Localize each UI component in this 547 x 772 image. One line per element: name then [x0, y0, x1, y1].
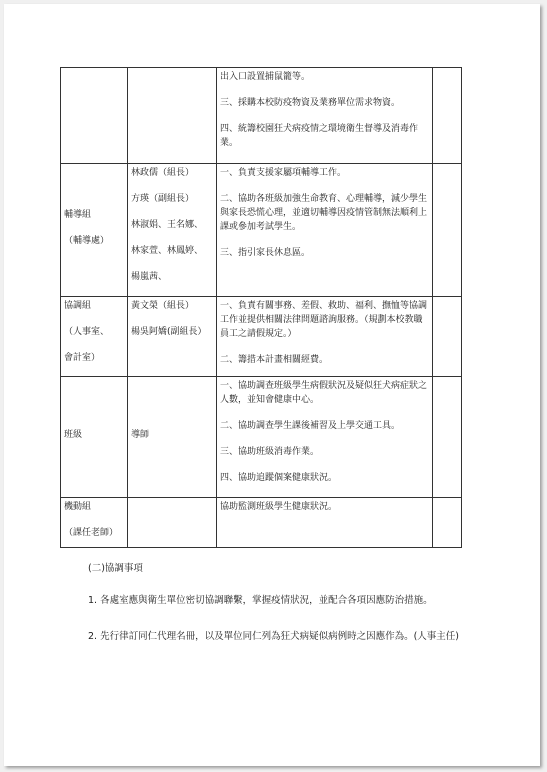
unit-name: （輔導處）	[64, 236, 110, 246]
unit-cell	[61, 68, 128, 164]
member-name: 方瑛（副組長）	[131, 194, 195, 204]
tasks-cell	[217, 498, 433, 548]
task-item: 四、協助追蹤個案健康狀況。	[220, 473, 338, 483]
remark-cell	[433, 164, 462, 297]
task-item: 協助監測班級學生健康狀況。	[220, 502, 338, 512]
unit-cell	[61, 498, 128, 548]
unit-name: 協調組	[64, 301, 92, 311]
table-row	[61, 498, 462, 548]
remark-cell	[433, 297, 462, 377]
table-row	[61, 68, 462, 164]
paragraph-item: 2. 先行律訂同仁代理名冊，以及單位同仁列為狂犬病疑似病例時之因應作為。(人事主任)	[88, 631, 459, 642]
task-item: 二、協助各班級加強生命教育、心理輔導，減少學生與家長恐慌心理，並適切輔導因疫情管制無法順利上課或參加考試學生。	[220, 194, 428, 232]
tasks-cell	[217, 68, 433, 164]
unit-name: 輔導組	[64, 210, 92, 220]
task-item: 一、協助調查班級學生病假狀況及疑似狂犬病症狀之人數，並知會健康中心。	[220, 381, 428, 405]
unit-name: （課任老師）	[64, 528, 119, 538]
document-page	[4, 4, 540, 766]
task-item: 三、協助班級消毒作業。	[220, 447, 320, 457]
table-row	[61, 297, 462, 377]
task-item: 二、協助調查學生課後補習及上學交通工具。	[220, 421, 401, 431]
member-name: 林淑娟、王名娜、	[131, 220, 204, 230]
task-table	[60, 67, 462, 548]
members-cell	[128, 377, 217, 498]
remark-cell	[433, 68, 462, 164]
members-cell	[128, 498, 217, 548]
member-name: 林家萱、林鳳婷、	[131, 246, 204, 256]
table-row	[61, 377, 462, 498]
member-name: 黃文榮（組長）	[131, 301, 195, 311]
task-item: 三、採購本校防疫物資及業務單位需求物資。	[220, 98, 401, 108]
unit-cell	[61, 297, 128, 377]
task-item: 一、負責有關事務、差假、救助、福利、撫恤等協調工作並提供相關法律問題諮詢服務。（規劃本校教職員工之請假規定。）	[220, 301, 428, 339]
tasks-cell	[217, 297, 433, 377]
remark-cell	[433, 377, 462, 498]
remark-cell	[433, 498, 462, 548]
unit-name: 班級	[64, 430, 83, 440]
task-item: 三、指引家長休息區。	[220, 248, 311, 258]
unit-name: （人事室、	[64, 327, 110, 337]
members-cell	[128, 297, 217, 377]
unit-cell	[61, 164, 128, 297]
task-item: 一、負責支援家屬項輔導工作。	[220, 168, 347, 178]
member-name: 林政儒（組長）	[131, 168, 195, 178]
tasks-cell	[217, 377, 433, 498]
members-cell	[128, 68, 217, 164]
members-cell	[128, 164, 217, 297]
member-name: 楊吳阿嬌(副組長）	[131, 327, 207, 337]
table-row	[61, 164, 462, 297]
unit-name: 會計室）	[64, 353, 101, 363]
task-item: 出入口設置捕鼠籠等。	[220, 72, 311, 82]
section-heading: (二)協調事項	[88, 563, 143, 574]
unit-name: 機動組	[64, 502, 92, 512]
member-name: 楊嵐茜、	[131, 272, 168, 282]
task-item: 二、籌措本計畫相關經費。	[220, 355, 329, 365]
unit-cell	[61, 377, 128, 498]
tasks-cell	[217, 164, 433, 297]
task-item: 四、統籌校園狂犬病疫情之環境衛生督導及消毒作業。	[220, 124, 419, 148]
member-name: 導師	[131, 430, 150, 440]
paragraph-item: 1. 各處室應與衛生單位密切協調聯繫，掌握疫情狀況，並配合各項因應防治措施。	[88, 595, 433, 606]
